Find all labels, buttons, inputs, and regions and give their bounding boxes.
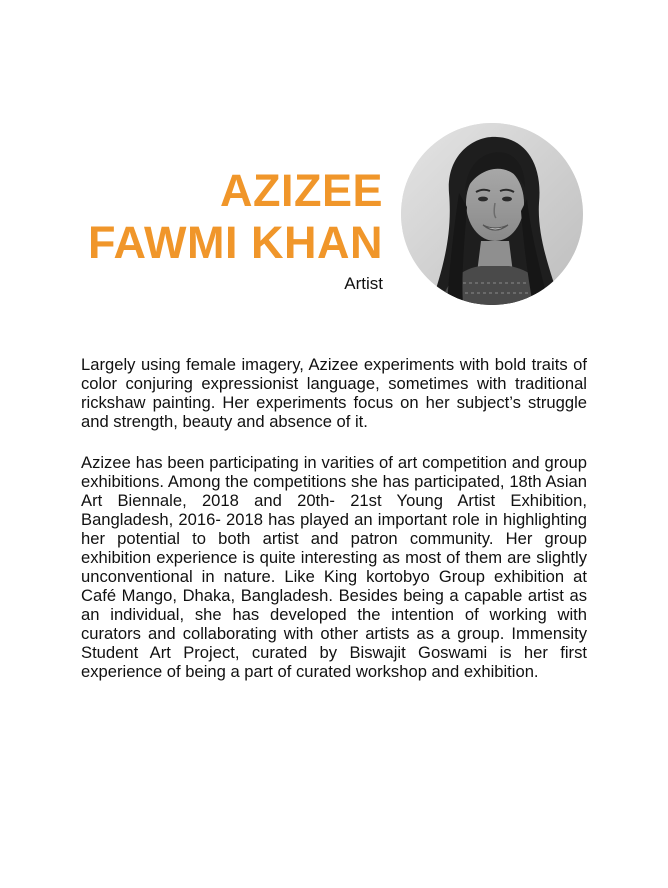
artist-name-line-2: FAWMI KHAN <box>88 217 383 268</box>
artist-name-line-1: AZIZEE <box>219 165 383 216</box>
bio-paragraph-2: Azizee has been participating in varities of art competition and group exhibitions. Among the competitions she has participated, 18th Asian Art Biennale, 2018 and 20th- 21st Young Artist Exhibition, Bangladesh, 2016- 2018 has played an important role in highlighting her potential to both artist and patron community. Her group exhibition experience is quite interesting as most of them are slightly unconventional in nature. Like King kortobyo Group exhibition at Café Mango, Dhaka, Bangladesh. Besides being a capable artist as an individual, she has developed the intention of working with curators and collaborating with other artists as a group. Immensity Student Art Project, curated by Biswajit Goswami is her first experience of being a part of curated workshop and exhibition. <box>81 453 587 681</box>
artist-role: Artist <box>344 274 383 293</box>
portrait-photo <box>401 123 583 305</box>
profile-header <box>0 120 668 310</box>
artist-bio <box>81 355 587 703</box>
name-block <box>88 165 383 295</box>
bio-paragraph-1: Largely using female imagery, Azizee experiments with bold traits of color conjuring expressionist language, sometimes with traditional rickshaw painting. Her experiments focus on her subject’s struggle and strength, beauty and absence of it. <box>81 355 587 431</box>
